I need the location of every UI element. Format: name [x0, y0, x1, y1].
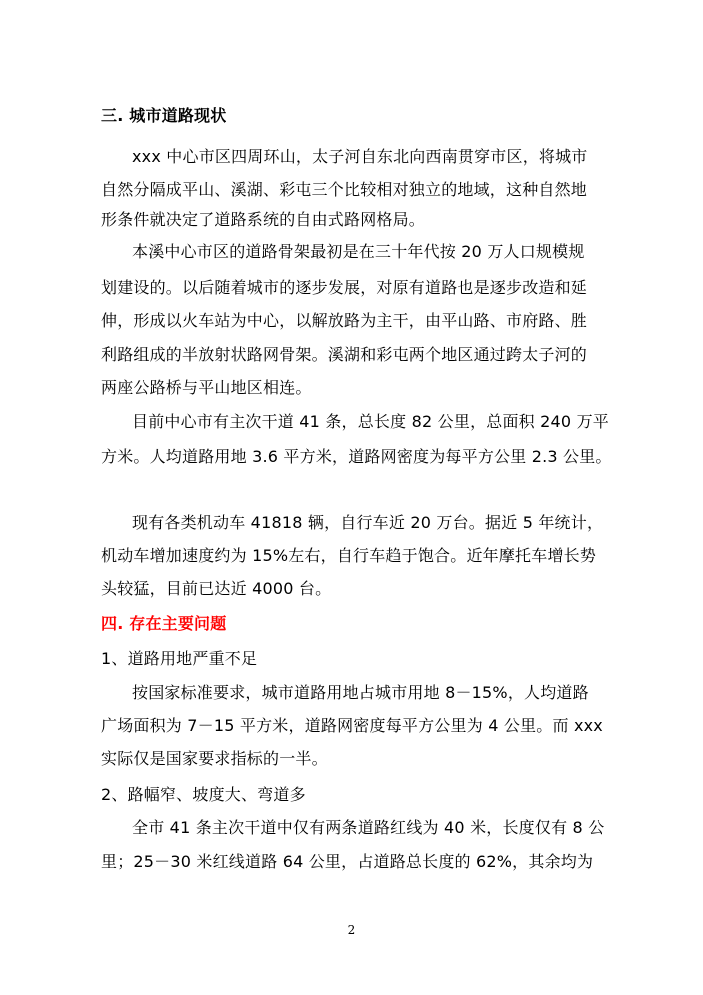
paragraph1-line2: 自然分隔成平山、溪湖、彩屯三个比较相对独立的地域，这种自然地 [101, 180, 588, 199]
section4-title: 四. 存在主要问题 [101, 614, 227, 633]
page-number: 2 [347, 923, 356, 937]
subsection1-title: 1、道路用地严重不足 [101, 649, 258, 668]
paragraph4-line1: 现有各类机动车 41818 辆，自行车近 20 万台。据近 5 年统计， [132, 513, 604, 532]
paragraph1-line3: 形条件就决定了道路系统的自由式路网格局。 [101, 210, 426, 229]
paragraph2-line2: 划建设的。以后随着城市的逐步发展，对原有道路也是逐步改造和延 [101, 278, 588, 297]
paragraph4-line2: 机动车增加速度约为 15%左右，自行车趋于饱合。近年摩托车增长势 [101, 546, 597, 565]
paragraph1-line1: xxx 中心市区四周环山，太子河自东北向西南贯穿市区，将城市 [132, 147, 588, 166]
paragraph3-line1: 目前中心市有主次干道 41 条，总长度 82 公里，总面积 240 万平 [132, 412, 609, 431]
paragraph2-line1: 本溪中心市区的道路骨架最初是在三十年代按 20 万人口规模规 [132, 242, 585, 261]
paragraph2-line3: 伸，形成以火车站为中心，以解放路为主干，由平山路、市府路、胜 [101, 311, 588, 330]
paragraph2-line5: 两座公路桥与平山地区相连。 [101, 378, 312, 397]
paragraph5-line1: 按国家标准要求，城市道路用地占城市用地 8－15%，人均道路 [132, 683, 589, 702]
paragraph3-line2: 方米。人均道路用地 3.6 平方米，道路网密度为每平方公里 2.3 公里。 [101, 447, 612, 466]
section3-title: 三. 城市道路现状 [101, 106, 227, 125]
paragraph5-line3: 实际仅是国家要求指标的一半。 [101, 749, 328, 768]
paragraph2-line4: 利路组成的半放射状路网骨架。溪湖和彩屯两个地区通过跨太子河的 [101, 345, 588, 364]
paragraph4-line3: 头较猛，目前已达近 4000 台。 [101, 579, 332, 598]
paragraph6-line2: 里；25－30 米红线道路 64 公里，占道路总长度的 62%，其余均为 [101, 852, 594, 871]
paragraph5-line2: 广场面积为 7－15 平方米，道路网密度每平方公里为 4 公里。而 xxx [101, 716, 603, 735]
paragraph6-line1: 全市 41 条主次干道中仅有两条道路红线为 40 米，长度仅有 8 公 [132, 818, 605, 837]
subsection2-title: 2、路幅窄、坡度大、弯道多 [101, 785, 306, 804]
